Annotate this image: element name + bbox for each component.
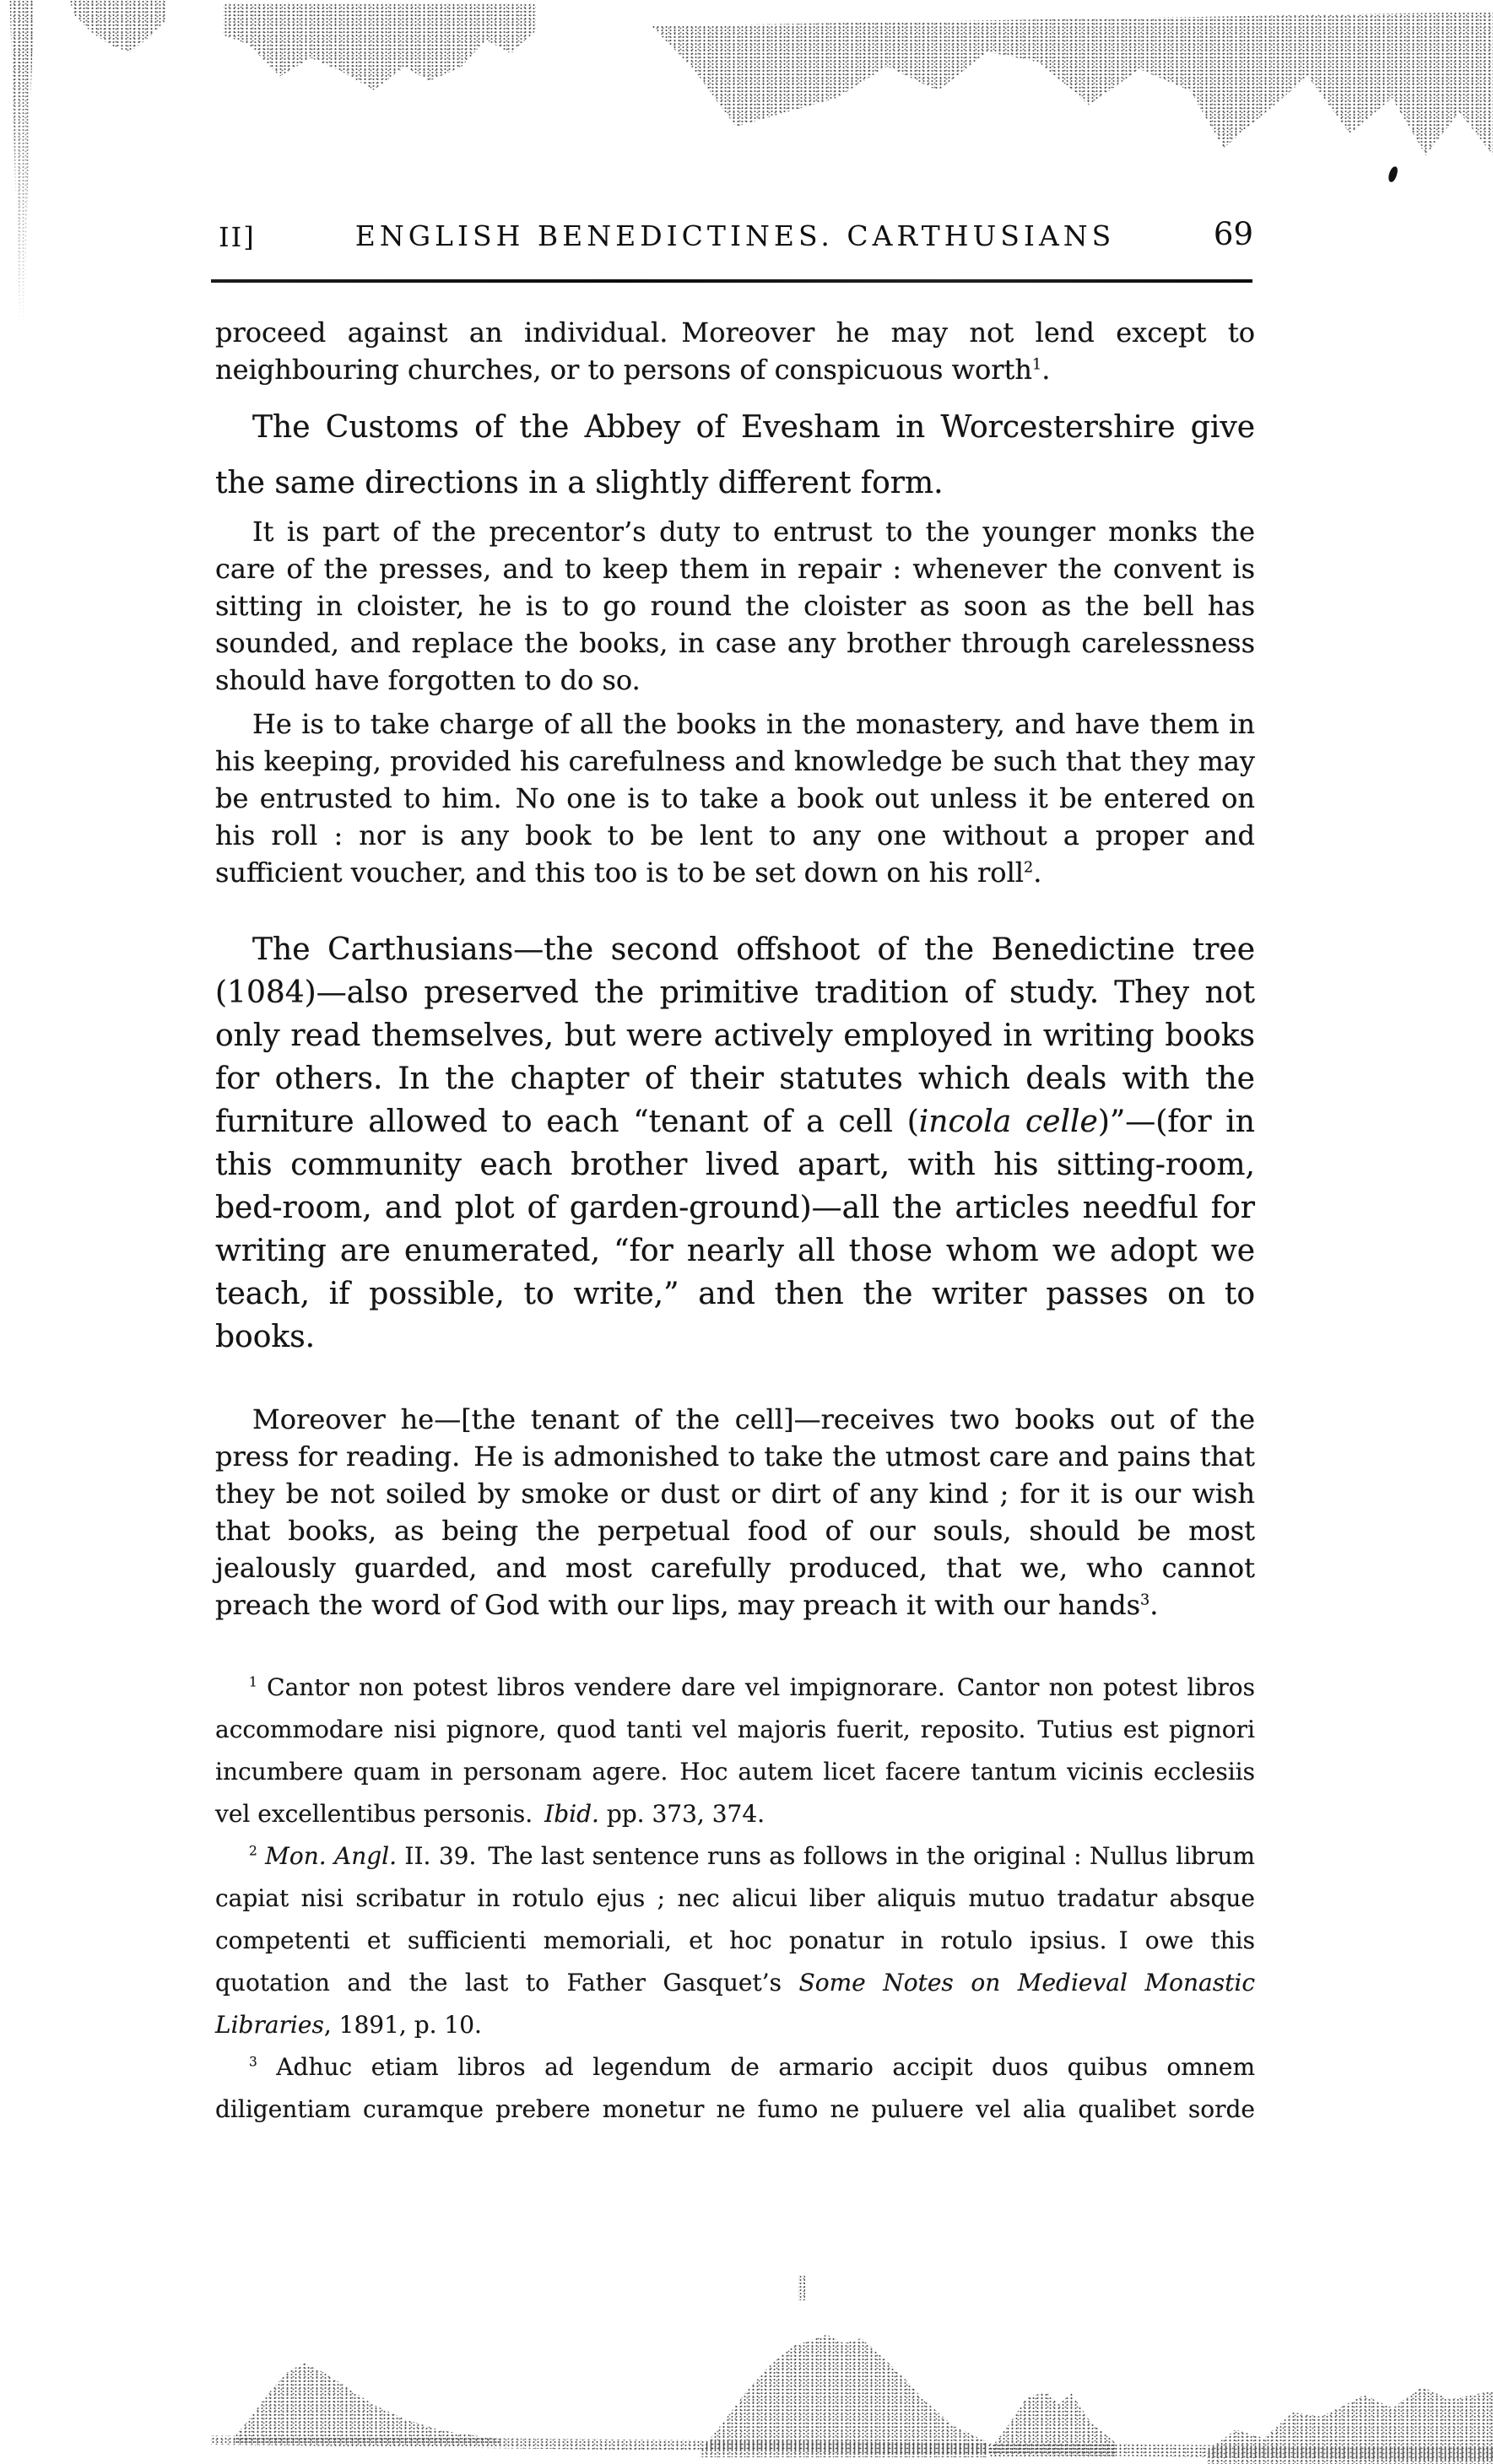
footnotes <box>215 1667 1255 2131</box>
running-title: ENGLISH BENEDICTINES. CARTHUSIANS <box>354 219 1116 252</box>
para-charge: He is to take charge of all the books in the monastery, and have them in his keeping, provided his carefulness and knowledge be such that they may be entrusted to him. No one is to take a book out unless it be entered on his roll : nor is any book to be lent to any one without a proper and sufficient voucher, and this too is to be set down on his roll$^2$. <box>215 708 1255 889</box>
para-moreover: Moreover he—[the tenant of the cell]—receives two books out of the press for reading. He is admonished to take the utmost care and pains that they be not soiled by smoke or dust or dirt of any kind ; for it is our wish that books, as being the perpetual food of our souls, should be most jealously guarded, and most carefully produced, that we, who cannot preach the word of God with our lips, may preach it with our hands$^3$. <box>215 1403 1255 1621</box>
fn-3: $^3$ Adhuc etiam libros ad legendum de armario accipit duos quibus omnem diligentiam curamque prebere monetur ne fumo ne puluere vel alia qualibet sorde <box>215 2053 1255 2123</box>
scan-noise-left-strip <box>8 0 35 333</box>
para-evesham: The Customs of the Abbey of Evesham in Worcestershire give the same directions in a slightly different form. <box>215 410 1255 500</box>
page-number: 69 <box>1213 216 1253 252</box>
chapter-number: II] <box>219 221 256 253</box>
para-carthusians: The Carthusians—the second offshoot of the Benedictine tree (1084)—also preserved the primitive tradition of study. They not only read themselves, but were actively employed in writing books for others. In the chapter of their statutes which deals with the furniture allowed to each “tenant of a cell (incola celle)”—(for in this community each brother lived apart, with his sitting-room, bed-room, and plot of garden-ground)—all the articles needful for writing are enumerated, “for nearly all those whom we adopt we teach, if possible, to write,” and then the writer passes on to books. <box>215 932 1255 1354</box>
para-precentor: It is part of the precentor’s duty to entrust to the younger monks the care of the presses, and to keep them in repair : whenever the convent is sitting in cloister, he is to go round the cloister as soon as the bell has sounded, and replace the books, in case any brother through carelessness should have forgotten to do so. <box>215 516 1255 696</box>
fn-1: $^1$ Cantor non potest libros vendere dare vel impignorare. Cantor non potest libros accommodare nisi pignore, quod tanti vel majoris fuerit, reposito. Tutius est pignori incumbere quam in personam agere. Hoc autem licet facere tantum vicinis ecclesiis vel excellentibus personis. Ibid. pp. 373, 374. <box>215 1673 1255 1828</box>
para-lend: proceed against an individual. Moreover he may not lend except to neighbouring churches, or to persons of conspicuous worth$^1$. <box>215 316 1255 386</box>
scan-noise-top-blob <box>69 0 166 52</box>
fn-2: $^2$ Mon. Angl. II. 39. The last sentence runs as follows in the original : Nullus librum capiat nisi scribatur in rotulo ejus ; nec alicui liber aliquis mutuo tradatur absque competenti et sufficienti memoriali, et hoc ponatur in rotulo ipsius. I owe this quotation and the last to Father Gasquet’s Some Notes on Medieval Monastic Libraries, 1891, p. 10. <box>215 1842 1255 2039</box>
stray-mark-top-right <box>1388 165 1398 183</box>
